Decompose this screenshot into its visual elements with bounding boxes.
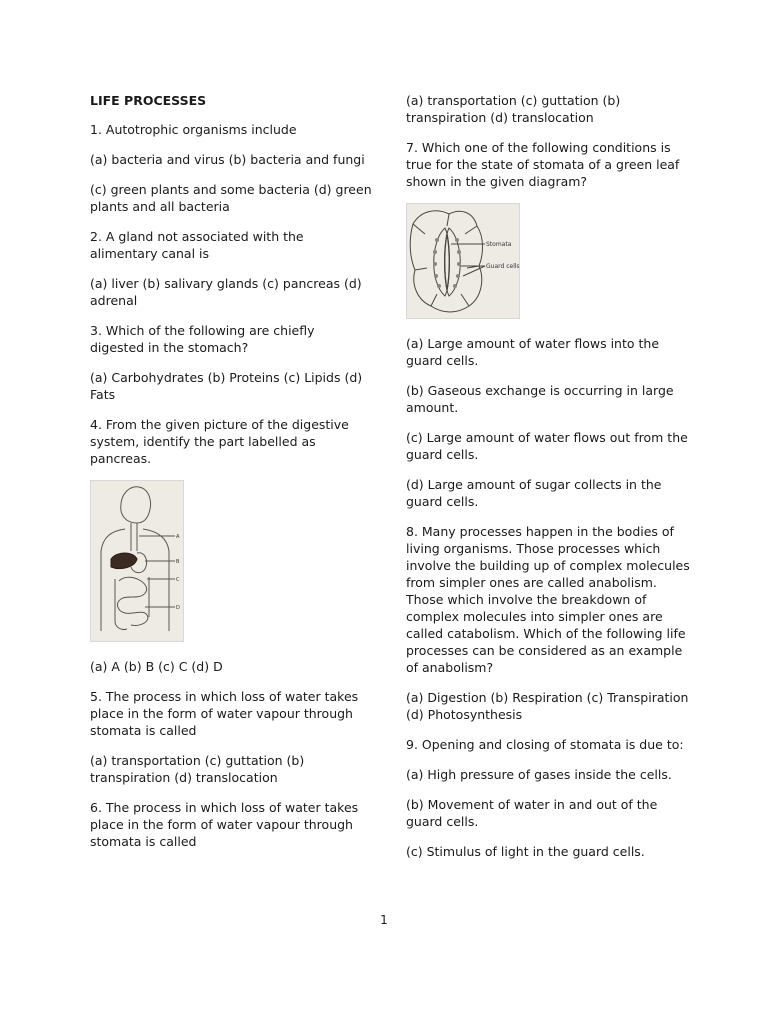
question-3: 3. Which of the following are chiefly digested in the stomach? — [90, 323, 315, 355]
question-4: 4. From the given picture of the digestive system, identify the part labelled as pancreas. — [90, 417, 349, 466]
question-9-option-a: (a) High pressure of gases inside the cells. — [406, 767, 672, 782]
left-column — [90, 92, 372, 863]
question-8: 8. Many processes happen in the bodies of living organisms. Those processes which involve the building up of complex molecules from simpler ones are called anabolism. Those which involve the breakdown of complex molecules into simpler ones are called catabolism. Which of the following life processes can be considered as an example of anabolism? — [406, 524, 690, 675]
question-9-option-c: (c) Stimulus of light in the guard cells. — [406, 844, 645, 859]
stomata-figure — [406, 203, 520, 319]
page-title: LIFE PROCESSES — [90, 93, 207, 108]
question-7-option-b: (b) Gaseous exchange is occurring in large amount. — [406, 383, 674, 415]
question-6: 6. The process in which loss of water takes place in the form of water vapour through stomata is called — [90, 800, 359, 849]
question-7: 7. Which one of the following conditions is true for the state of stomata of a green leaf shown in the given diagram? — [406, 140, 680, 189]
question-5: 5. The process in which loss of water takes place in the form of water vapour through stomata is called — [90, 689, 359, 738]
question-9-option-b: (b) Movement of water in and out of the guard cells. — [406, 797, 658, 829]
digestive-label-a: A — [176, 534, 180, 540]
question-7-option-d: (d) Large amount of sugar collects in the guard cells. — [406, 477, 662, 509]
question-9: 9. Opening and closing of stomata is due to: — [406, 737, 684, 752]
question-4-options: (a) A (b) B (c) C (d) D — [90, 659, 223, 674]
digestive-label-d: D — [176, 605, 180, 611]
question-5-options: (a) transportation (c) guttation (b) transpiration (d) translocation — [90, 753, 305, 785]
question-8-options: (a) Digestion (b) Respiration (c) Transpiration (d) Photosynthesis — [406, 690, 689, 722]
page-number: 1 — [380, 913, 388, 927]
digestive-label-b: B — [176, 559, 180, 565]
digestive-system-figure — [90, 480, 184, 642]
question-6-options: (a) transportation (c) guttation (b) transpiration (d) translocation — [406, 93, 621, 125]
question-1-options-c-d: (c) green plants and some bacteria (d) green plants and all bacteria — [90, 182, 372, 214]
question-2-options: (a) liver (b) salivary glands (c) pancreas (d) adrenal — [90, 276, 362, 308]
question-1-options-a-b: (a) bacteria and virus (b) bacteria and fungi — [90, 152, 365, 167]
question-3-options: (a) Carbohydrates (b) Proteins (c) Lipids (d) Fats — [90, 370, 363, 402]
guard-cells-label: Guard cells — [486, 263, 519, 270]
question-7-option-c: (c) Large amount of water flows out from the guard cells. — [406, 430, 688, 462]
digestive-system-drawing — [91, 481, 183, 641]
stomata-drawing — [407, 204, 519, 318]
right-column — [406, 92, 690, 873]
question-7-option-a: (a) Large amount of water flows into the guard cells. — [406, 336, 660, 368]
question-2: 2. A gland not associated with the alimentary canal is — [90, 229, 304, 261]
digestive-label-c: C — [176, 577, 180, 583]
question-1: 1. Autotrophic organisms include — [90, 122, 297, 137]
stomata-label: Stomata — [486, 241, 512, 248]
